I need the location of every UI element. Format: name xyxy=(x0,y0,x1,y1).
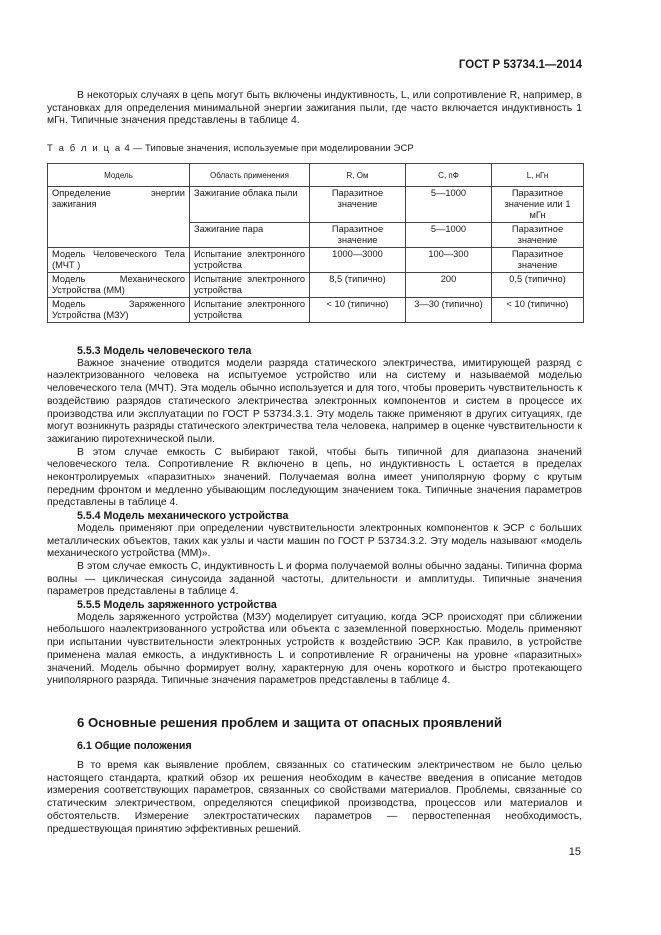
table-header-row xyxy=(48,164,584,187)
table-row xyxy=(48,248,584,273)
cell-resistance: 8,5 (типично) xyxy=(310,273,406,298)
cell-application: Зажигание пара xyxy=(190,223,310,248)
cell-capacitance: 5—1000 xyxy=(406,187,492,223)
cell-model: Модель Заряженного Устройства (МЗУ) xyxy=(48,298,190,323)
esd-parameters-table xyxy=(47,163,584,323)
table-caption xyxy=(47,143,414,154)
cell-application: Зажигание облака пыли xyxy=(190,187,310,223)
section-title-machine-model: 5.5.4 Модель механического устройства xyxy=(77,510,289,523)
cell-capacitance: 200 xyxy=(406,273,492,298)
cell-application: Испытание электронного устройства xyxy=(190,273,310,298)
section-title-general: 6.1 Общие положения xyxy=(77,740,192,752)
table-row xyxy=(48,273,584,298)
cell-inductance: < 10 (типично) xyxy=(492,298,584,323)
intro-section xyxy=(47,90,582,128)
header-resistance: R, Ом xyxy=(310,164,406,187)
section-6-1-body xyxy=(47,760,582,836)
table-caption-text: 4 — Типовые значения, используемые при моделировании ЭСР xyxy=(124,143,414,154)
header-model: Модель xyxy=(48,164,190,187)
cell-application: Испытание электронного устройства xyxy=(190,298,310,323)
section-6 xyxy=(47,715,582,731)
cell-resistance: < 10 (типично) xyxy=(310,298,406,323)
cell-inductance: Паразитное значение xyxy=(492,248,584,273)
cell-resistance: 1000—3000 xyxy=(310,248,406,273)
table-row xyxy=(48,298,584,323)
intro-paragraph: В некоторых случаях в цепь могут быть включены индуктивность, L, или сопротивление R, например, в установках для определения минимальной энергии зажигания пыли, где часто включается индуктивность 1 мГн. Типичные значения представлены в таблице 4. xyxy=(47,90,582,127)
cell-inductance: Паразитное значение xyxy=(492,223,584,248)
document-code: ГОСТ Р 53734.1—2014 xyxy=(458,59,582,71)
table-caption-prefix: Т а б л и ц а xyxy=(47,143,122,154)
paragraph: Важное значение отводится модели разряда статического электричества, имитирующей разряд с наэлектризованного человека на испытуемое устройство или на систему и называемой моделью человеческого тела (МЧТ). Эта модель обычно используется и для того, чтобы проверить чувствительность к воздействию разрядов статического электричества электронных компонентов и систем в процессе их производства или эксплуатации по ГОСТ Р 53734.3.1. Эту модель также применяют в других ситуациях, где могут возникнуть разряды статического электричества тела человека, например в оценке чувствительности к зажиганию пиротехнической пыли. xyxy=(47,357,582,445)
cell-model: Модель Механического Устройства (ММ) xyxy=(48,273,190,298)
cell-resistance: Паразитное значение xyxy=(310,223,406,248)
paragraph: В этом случае емкость C выбирают такой, чтобы быть типичной для диапазона значений человеческого тела. Сопротивление R включено в цепь, но индуктивность L остается в пределах неконтролируемых «паразитных» значений. Получаемая волна имеет униполярную форму с крутым передним фронтом и медленно убывающим последующим значением тока. Типичные значения параметров представлены в таблице 4. xyxy=(47,446,582,509)
section-title-basic-solutions: 6 Основные решения проблем и защита от опасных проявлений xyxy=(77,715,502,730)
page-number: 15 xyxy=(568,846,581,858)
cell-resistance: Паразитное значение xyxy=(310,187,406,223)
cell-capacitance: 3—30 (типично) xyxy=(406,298,492,323)
cell-application: Испытание электронного устройства xyxy=(190,248,310,273)
cell-inductance: 0,5 (типично) xyxy=(492,273,584,298)
table-row xyxy=(48,187,584,223)
sections-5-5-3-to-5-5-5 xyxy=(47,345,582,688)
header-application: Область применения xyxy=(190,164,310,187)
cell-inductance: Паразитное значение или 1 мГн xyxy=(492,187,584,223)
cell-model: Модель Человеческого Тела (МЧТ ) xyxy=(48,248,190,273)
cell-capacitance: 100—300 xyxy=(406,248,492,273)
section-title-human-body-model: 5.5.3 Модель человеческого тела xyxy=(77,345,252,357)
paragraph: В этом случае емкость C, индуктивность L и форма получаемой волны обычно заданы. Типична форма волны — циклическая синусоида заданной частоты, длительности и амплитуды. Типичные значения параметров представлены в таблице 4. xyxy=(47,560,582,598)
cell-capacitance: 5—1000 xyxy=(406,223,492,248)
header-inductance: L, нГн xyxy=(492,164,584,187)
cell-model: Определение энергии зажигания xyxy=(48,187,190,248)
paragraph: Модель заряженного устройства (МЗУ) моделирует ситуацию, когда ЭСР происходят при сближении небольшого наэлектризованного устройства или объекта с заземленной поверхностью. Модель применяют при испытании чувствительности электронных устройств к воздействию ЭСР. Как правило, в устройстве применена малая емкость, а индуктивность L и сопротивление R ограничены на уровне «паразитных» значений. Модель обычно формирует волну, характерную для очень короткого и быстро протекающего униполярного разряда. Типичные значения параметров представлены в таблице 4. xyxy=(47,611,582,687)
section-6-1 xyxy=(47,740,582,753)
section-title-charged-device-model: 5.5.5 Модель заряженного устройства xyxy=(77,599,277,612)
header-capacitance: C, пФ xyxy=(406,164,492,187)
paragraph: Модель применяют при определении чувствительности электронных компонентов к ЭСР с больших металлических объектов, таких как узлы и части машин по ГОСТ Р 53734.3.2. Эту модель называют «модель механического устройства (ММ)». xyxy=(47,522,582,560)
paragraph: В то время как выявление проблем, связанных со статическим электричеством не было целью настоящего стандарта, краткий обзор их решения необходим в качестве введения в описание методов измерения соответствующих параметров, связанных со свойствами материалов. Проблемы, связанные со статическим электричеством, определяются спецификой производства, процессов или материалов и обстоятельств. Измерение электростатических параметров — первостепенная необходимость, предшествующая принятию эффективных решений. xyxy=(47,760,582,835)
